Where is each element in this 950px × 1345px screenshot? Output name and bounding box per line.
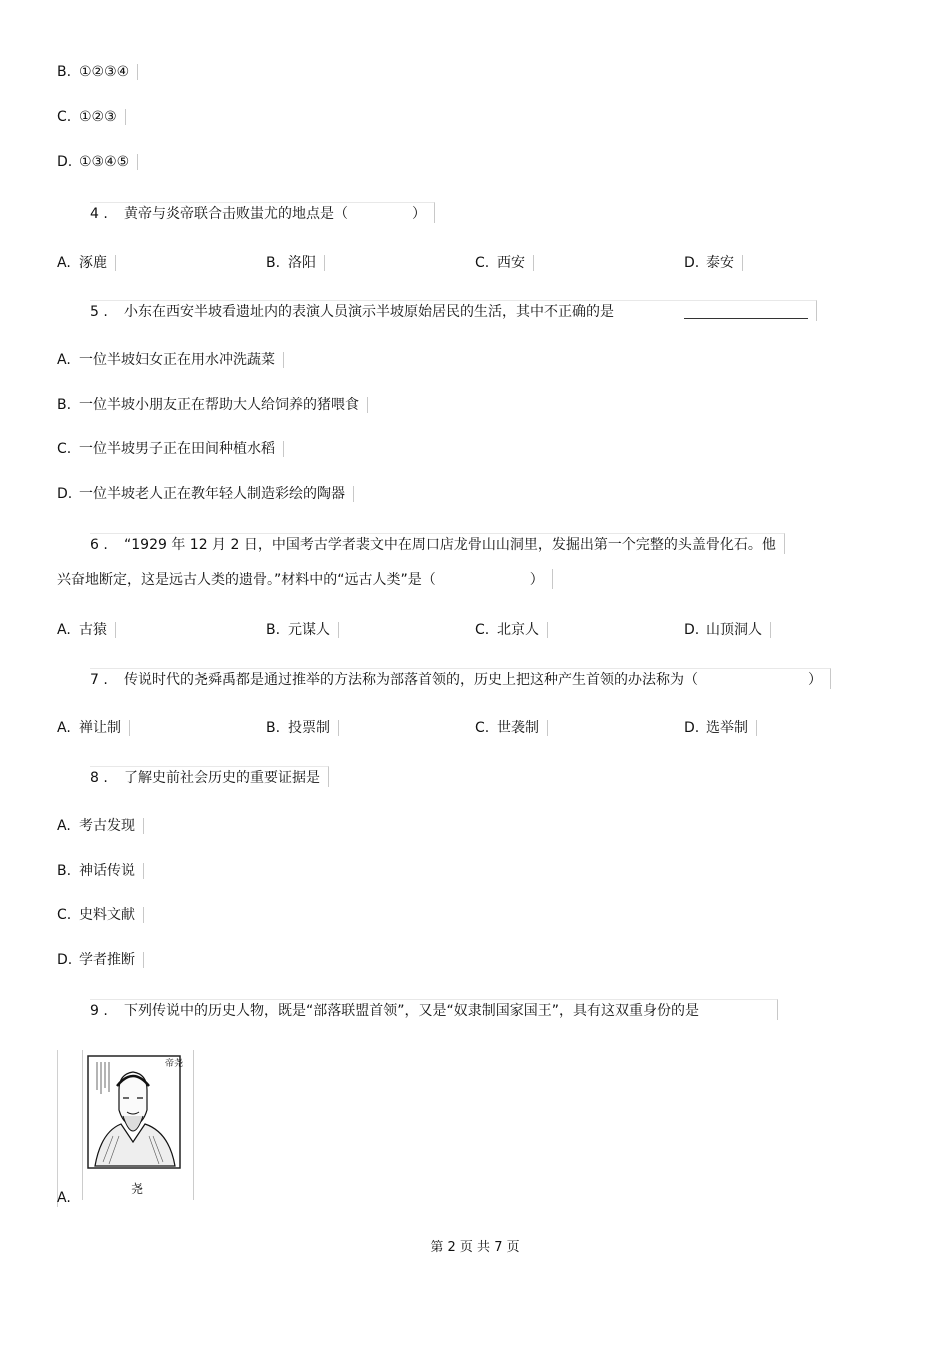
option-text: 洛阳 <box>288 255 325 271</box>
option-text: ①②③ <box>79 109 126 125</box>
question-text: 黄帝与炎帝联合击败蚩尤的地点是（ <box>124 206 348 222</box>
paren-close: ） <box>529 572 544 588</box>
option-label: C. <box>475 720 490 736</box>
paren-close: ） <box>808 672 822 688</box>
question-text: “1929 年 12 月 2 日，中国考古学者裴文中在周口店龙骨山山洞里，发掘出第一个完整的头盖骨化石。他 <box>124 537 776 553</box>
q7-option-c[interactable] <box>475 717 548 737</box>
page-footer: 第 2 页 共 7 页 <box>430 1240 520 1255</box>
q4-option-d[interactable] <box>684 252 743 272</box>
option-text: 史料文献 <box>79 907 144 923</box>
question-6-stem-line2 <box>57 569 553 589</box>
question-text: 了解史前社会历史的重要证据是 <box>124 770 320 786</box>
q4-option-a[interactable] <box>57 252 116 272</box>
option-text: 投票制 <box>288 720 339 736</box>
option-label: D. <box>57 952 73 968</box>
option-label: C. <box>475 255 490 271</box>
option-label: B. <box>266 255 281 271</box>
option-label: A. <box>57 622 71 638</box>
option-label: C. <box>57 907 72 923</box>
option-text: 北京人 <box>497 622 548 638</box>
paren-close: ） <box>412 206 426 222</box>
option-label: D. <box>684 720 700 736</box>
question-7-stem <box>90 668 831 689</box>
q8-option-c[interactable] <box>57 904 144 924</box>
q8-option-a[interactable] <box>57 815 144 835</box>
option-label: A. <box>57 255 71 271</box>
option-text: 选举制 <box>706 720 757 736</box>
q7-option-a[interactable] <box>57 717 130 737</box>
option-text: 西安 <box>497 255 534 271</box>
option-text: 古猿 <box>79 622 116 638</box>
question-number: 5 . <box>90 304 108 320</box>
option-label: C. <box>57 109 72 125</box>
q7-option-b[interactable] <box>266 717 339 737</box>
option-text: 考古发现 <box>79 818 144 834</box>
question-number: 9 . <box>90 1003 108 1019</box>
option-label: D. <box>684 255 700 271</box>
option-label: B. <box>266 622 281 638</box>
option-label: A. <box>57 818 71 834</box>
option-text: 一位半坡妇女正在用水冲洗蔬菜 <box>79 352 284 368</box>
answer-blank[interactable] <box>684 306 808 319</box>
option-c[interactable] <box>57 109 126 125</box>
q8-option-b[interactable] <box>57 860 144 880</box>
option-label: B. <box>57 64 72 80</box>
q5-option-a[interactable] <box>57 349 284 369</box>
option-label: B. <box>57 397 72 413</box>
option-text: 泰安 <box>706 255 743 271</box>
question-number: 8 . <box>90 770 108 786</box>
q6-option-b[interactable] <box>266 619 339 639</box>
option-text: ①②③④ <box>79 64 138 80</box>
option-text: 神话传说 <box>79 863 144 879</box>
option-label: D. <box>684 622 700 638</box>
question-number: 6 . <box>90 537 108 553</box>
question-text: 兴奋地断定，这是远古人类的遗骨。”材料中的“远古人类”是（ <box>57 572 436 588</box>
option-label: D. <box>57 154 73 170</box>
option-d[interactable] <box>57 154 138 170</box>
q4-option-b[interactable] <box>266 252 325 272</box>
q5-option-b[interactable] <box>57 394 368 414</box>
option-label: C. <box>57 441 72 457</box>
question-number: 4 . <box>90 206 108 222</box>
q8-option-d[interactable] <box>57 949 144 969</box>
option-label: B. <box>266 720 281 736</box>
q9-option-a-label[interactable]: A. <box>57 1190 71 1206</box>
q6-option-c[interactable] <box>475 619 548 639</box>
question-5-stem <box>90 300 817 321</box>
option-text: 禅让制 <box>79 720 130 736</box>
option-text: 涿鹿 <box>79 255 116 271</box>
option-b[interactable] <box>57 64 138 80</box>
question-6-stem-line1 <box>90 533 785 554</box>
option-text: 元谋人 <box>288 622 339 638</box>
option-text: ①③④⑤ <box>79 154 138 170</box>
option-text: 世袭制 <box>497 720 548 736</box>
q7-option-d[interactable] <box>684 717 757 737</box>
option-text: 学者推断 <box>79 952 144 968</box>
option-text: 一位半坡小朋友正在帮助大人给饲养的猪喂食 <box>79 397 368 413</box>
option-text: 山顶洞人 <box>706 622 771 638</box>
q5-option-c[interactable] <box>57 438 284 458</box>
option-label: A. <box>57 720 71 736</box>
portrait-caption: 尧 <box>131 1182 144 1196</box>
option-text: 一位半坡老人正在教年轻人制造彩绘的陶器 <box>79 486 354 502</box>
q5-option-d[interactable] <box>57 483 354 503</box>
question-text: 传说时代的尧舜禹都是通过推举的方法称为部落首领的，历史上把这种产生首领的办法称为（ <box>124 672 698 688</box>
question-text: 小东在西安半坡看遗址内的表演人员演示半坡原始居民的生活，其中不正确的是 <box>124 304 614 320</box>
q6-option-d[interactable] <box>684 619 771 639</box>
option-label: D. <box>57 486 73 502</box>
question-9-stem <box>90 999 778 1020</box>
option-label: B. <box>57 863 72 879</box>
yao-portrait[interactable] <box>82 1050 194 1200</box>
question-8-stem <box>90 766 329 787</box>
q6-option-a[interactable] <box>57 619 116 639</box>
question-4-stem <box>90 202 435 223</box>
option-label: A. <box>57 352 71 368</box>
portrait-title: 帝尧 <box>165 1059 184 1069</box>
q4-option-c[interactable] <box>475 252 534 272</box>
question-text: 下列传说中的历史人物，既是“部落联盟首领”，又是“奴隶制国家国王”，具有这双重身份的是 <box>124 1003 700 1019</box>
option-text: 一位半坡男子正在田间种植水稻 <box>79 441 284 457</box>
portrait-image <box>83 1050 193 1200</box>
question-number: 7 . <box>90 672 108 688</box>
option-a-frame <box>57 1050 58 1207</box>
option-label: C. <box>475 622 490 638</box>
